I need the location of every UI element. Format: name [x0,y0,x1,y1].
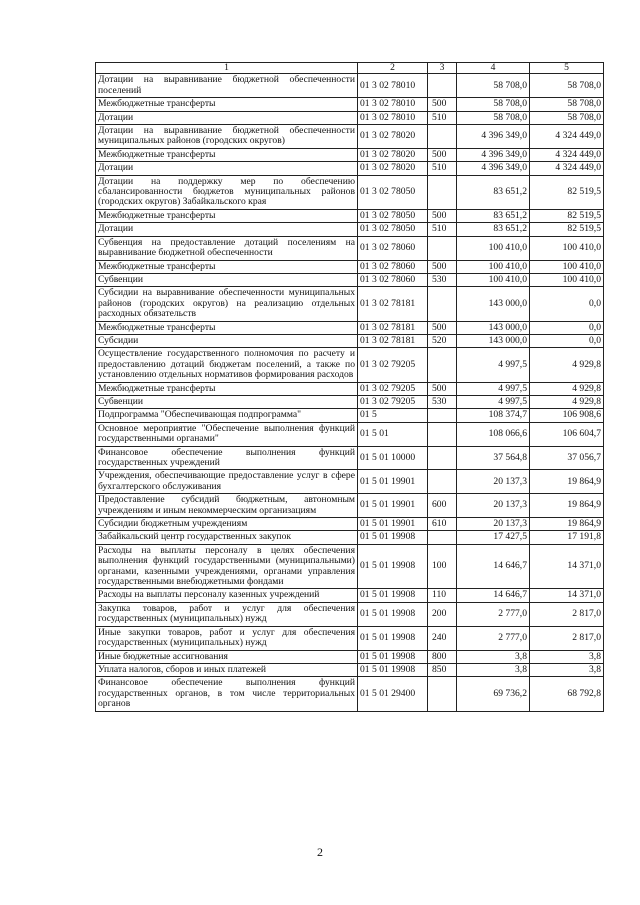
row-value-1: 14 646,7 [457,589,530,602]
row-expense-type: 610 [428,518,457,531]
table-row [96,382,604,395]
row-name: Межбюджетные трансферты [96,321,358,334]
table-row [96,175,604,209]
row-name: Межбюджетные трансферты [96,209,358,222]
row-code: 01 5 01 19908 [358,544,428,589]
row-value-2: 58 708,0 [530,111,604,124]
row-expense-type [428,236,457,260]
row-value-1: 108 066,6 [457,422,530,446]
table-row [96,260,604,273]
row-name: Дотации [96,223,358,236]
row-name: Субвенция на предоставление дотаций поселениям на выравнивание бюджетной обеспеченности [96,236,358,260]
table-row [96,148,604,161]
row-expense-type [428,175,457,209]
table-row [96,334,604,347]
table-row [96,446,604,470]
budget-table [95,62,604,712]
row-name: Дотации на выравнивание бюджетной обеспеченности поселений [96,74,358,98]
row-name: Дотации на поддержку мер по обеспечению сбалансированности бюджетов муниципальных районов (городских округов) Забайкальского края [96,175,358,209]
row-name: Учреждения, обеспечивающие предоставление услуг в сфере бухгалтерского обслуживания [96,470,358,494]
row-value-2: 4 929,8 [530,348,604,382]
row-expense-type [428,446,457,470]
table-row [96,223,604,236]
table-row [96,589,604,602]
row-value-1: 4 997,5 [457,382,530,395]
row-name: Расходы на выплаты персоналу казенных учреждений [96,589,358,602]
table-body [96,74,604,711]
row-value-1: 4 396 349,0 [457,125,530,149]
row-name: Иные закупки товаров, работ и услуг для обеспечения государственных (муниципальных) нужд [96,626,358,650]
row-value-1: 100 410,0 [457,260,530,273]
row-value-2: 19 864,9 [530,518,604,531]
row-expense-type: 520 [428,334,457,347]
row-name: Финансовое обеспечение выполнения функций государственных органов, в том числе территориальных органов [96,677,358,711]
row-value-2: 100 410,0 [530,260,604,273]
row-value-1: 58 708,0 [457,111,530,124]
row-name: Дотации [96,111,358,124]
table-row [96,348,604,382]
row-code: 01 3 02 79205 [358,395,428,408]
row-value-1: 143 000,0 [457,287,530,321]
row-value-1: 108 374,7 [457,409,530,422]
row-value-1: 143 000,0 [457,334,530,347]
table-row [96,98,604,111]
row-value-2: 19 864,9 [530,470,604,494]
row-value-1: 2 777,0 [457,626,530,650]
col-header-name: 1 [96,63,358,74]
row-code: 01 3 02 78181 [358,287,428,321]
row-value-2: 0,0 [530,287,604,321]
row-expense-type: 850 [428,663,457,676]
row-code: 01 5 01 19901 [358,518,428,531]
row-code: 01 3 02 78050 [358,209,428,222]
row-name: Межбюджетные трансферты [96,260,358,273]
row-name: Субсидии [96,334,358,347]
row-code: 01 3 02 78010 [358,98,428,111]
row-name: Межбюджетные трансферты [96,382,358,395]
row-value-2: 0,0 [530,334,604,347]
row-value-1: 143 000,0 [457,321,530,334]
row-expense-type [428,74,457,98]
row-expense-type: 500 [428,209,457,222]
table-row [96,273,604,286]
row-name: Предоставление субсидий бюджетным, автономным учреждениям и иным некоммерческим организациям [96,494,358,518]
table-row [96,287,604,321]
row-expense-type [428,470,457,494]
row-expense-type [428,125,457,149]
row-value-1: 100 410,0 [457,273,530,286]
row-name: Основное мероприятие "Обеспечение выполнения функций государственными органами" [96,422,358,446]
row-code: 01 5 01 19901 [358,470,428,494]
row-value-2: 17 191,8 [530,531,604,544]
row-value-2: 82 519,5 [530,223,604,236]
row-expense-type: 510 [428,111,457,124]
row-expense-type [428,422,457,446]
row-value-2: 19 864,9 [530,494,604,518]
row-value-2: 37 056,7 [530,446,604,470]
row-name: Межбюджетные трансферты [96,148,358,161]
table-row [96,470,604,494]
row-value-2: 58 708,0 [530,98,604,111]
row-value-2: 0,0 [530,321,604,334]
row-value-1: 20 137,3 [457,518,530,531]
row-expense-type: 500 [428,321,457,334]
row-value-2: 4 324 449,0 [530,125,604,149]
row-code: 01 3 02 78060 [358,273,428,286]
table-row [96,209,604,222]
row-code: 01 3 02 78010 [358,111,428,124]
table-row [96,494,604,518]
table-row [96,626,604,650]
table-row [96,125,604,149]
row-code: 01 3 02 78060 [358,260,428,273]
row-code: 01 5 01 19908 [358,531,428,544]
row-value-1: 4 997,5 [457,348,530,382]
row-expense-type [428,531,457,544]
row-code: 01 3 02 78020 [358,125,428,149]
row-value-1: 2 777,0 [457,602,530,626]
row-code: 01 3 02 78181 [358,321,428,334]
row-value-1: 83 651,2 [457,223,530,236]
row-code: 01 5 [358,409,428,422]
table-row [96,518,604,531]
row-expense-type: 500 [428,98,457,111]
row-value-2: 4 324 449,0 [530,148,604,161]
row-expense-type: 200 [428,602,457,626]
row-value-2: 82 519,5 [530,209,604,222]
row-expense-type: 530 [428,273,457,286]
row-value-2: 106 908,6 [530,409,604,422]
row-name: Расходы на выплаты персоналу в целях обеспечения выполнения функций государственными (муниципальными) органами, казенными учреждениями, органами управления государственными внебюджетными фондами [96,544,358,589]
row-name: Субвенции [96,395,358,408]
table-row [96,111,604,124]
row-value-1: 37 564,8 [457,446,530,470]
table-row [96,236,604,260]
row-expense-type: 500 [428,382,457,395]
row-value-1: 4 396 349,0 [457,162,530,175]
row-code: 01 5 01 19908 [358,663,428,676]
row-code: 01 5 01 19908 [358,589,428,602]
row-value-1: 83 651,2 [457,209,530,222]
row-value-2: 4 929,8 [530,382,604,395]
row-code: 01 3 02 78020 [358,162,428,175]
table-row [96,74,604,98]
row-value-2: 100 410,0 [530,236,604,260]
row-code: 01 5 01 19908 [358,626,428,650]
row-value-2: 4 324 449,0 [530,162,604,175]
row-name: Субсидии бюджетным учреждениям [96,518,358,531]
row-code: 01 5 01 [358,422,428,446]
row-name: Субсидии на выравнивание обеспеченности муниципальных районов (городских округов) на реализацию отдельных расходных обязательств [96,287,358,321]
row-value-1: 20 137,3 [457,470,530,494]
row-value-2: 100 410,0 [530,273,604,286]
row-name: Уплата налогов, сборов и иных платежей [96,663,358,676]
row-expense-type [428,677,457,711]
row-code: 01 3 02 78050 [358,223,428,236]
table-row [96,663,604,676]
row-name: Осуществление государственного полномочия по расчету и предоставлению дотаций бюджетам поселений, а также по установлению отдельных нормативов формирования расходов [96,348,358,382]
table-row [96,422,604,446]
row-code: 01 3 02 79205 [358,382,428,395]
row-expense-type: 510 [428,162,457,175]
row-value-1: 3,8 [457,663,530,676]
table-row [96,544,604,589]
row-name: Дотации на выравнивание бюджетной обеспеченности муниципальных районов (городских округов) [96,125,358,149]
row-value-2: 14 371,0 [530,544,604,589]
row-value-1: 3,8 [457,650,530,663]
row-value-1: 14 646,7 [457,544,530,589]
row-expense-type: 530 [428,395,457,408]
row-code: 01 5 01 19908 [358,602,428,626]
row-expense-type: 100 [428,544,457,589]
row-name: Забайкальский центр государственных закупок [96,531,358,544]
row-value-2: 106 604,7 [530,422,604,446]
row-value-2: 68 792,8 [530,677,604,711]
row-value-1: 100 410,0 [457,236,530,260]
row-expense-type: 510 [428,223,457,236]
row-name: Межбюджетные трансферты [96,98,358,111]
row-value-1: 17 427,5 [457,531,530,544]
row-value-1: 4 396 349,0 [457,148,530,161]
row-name: Финансовое обеспечение выполнения функций государственных учреждений [96,446,358,470]
row-expense-type: 600 [428,494,457,518]
row-value-2: 3,8 [530,663,604,676]
row-value-1: 58 708,0 [457,74,530,98]
row-value-1: 4 997,5 [457,395,530,408]
row-code: 01 3 02 79205 [358,348,428,382]
row-expense-type: 800 [428,650,457,663]
row-name: Дотации [96,162,358,175]
col-header-type: 3 [428,63,457,74]
table-row [96,531,604,544]
row-value-1: 83 651,2 [457,175,530,209]
row-value-1: 58 708,0 [457,98,530,111]
header-row [96,63,604,74]
row-code: 01 5 01 19901 [358,494,428,518]
row-code: 01 5 01 19908 [358,650,428,663]
col-header-code: 2 [358,63,428,74]
row-expense-type: 240 [428,626,457,650]
table-row [96,650,604,663]
row-code: 01 5 01 29400 [358,677,428,711]
row-value-1: 20 137,3 [457,494,530,518]
table-row [96,409,604,422]
row-expense-type [428,409,457,422]
row-code: 01 3 02 78010 [358,74,428,98]
row-name: Иные бюджетные ассигнования [96,650,358,663]
table-row [96,677,604,711]
row-expense-type: 500 [428,148,457,161]
table-row [96,395,604,408]
page-number: 2 [317,845,323,859]
row-value-2: 58 708,0 [530,74,604,98]
row-code: 01 3 02 78060 [358,236,428,260]
row-name: Подпрограмма "Обеспечивающая подпрограмма" [96,409,358,422]
row-expense-type: 500 [428,260,457,273]
table-row [96,162,604,175]
row-expense-type [428,287,457,321]
row-value-1: 69 736,2 [457,677,530,711]
table-row [96,602,604,626]
row-value-2: 2 817,0 [530,602,604,626]
row-name: Закупка товаров, работ и услуг для обеспечения государственных (муниципальных) нужд [96,602,358,626]
row-expense-type [428,348,457,382]
row-code: 01 3 02 78181 [358,334,428,347]
row-code: 01 3 02 78050 [358,175,428,209]
row-value-2: 14 371,0 [530,589,604,602]
row-expense-type: 110 [428,589,457,602]
row-code: 01 3 02 78020 [358,148,428,161]
row-value-2: 82 519,5 [530,175,604,209]
row-value-2: 3,8 [530,650,604,663]
col-header-2017: 5 [530,63,604,74]
row-value-2: 4 929,8 [530,395,604,408]
row-name: Субвенции [96,273,358,286]
row-value-2: 2 817,0 [530,626,604,650]
col-header-2016: 4 [457,63,530,74]
row-code: 01 5 01 10000 [358,446,428,470]
table-row [96,321,604,334]
